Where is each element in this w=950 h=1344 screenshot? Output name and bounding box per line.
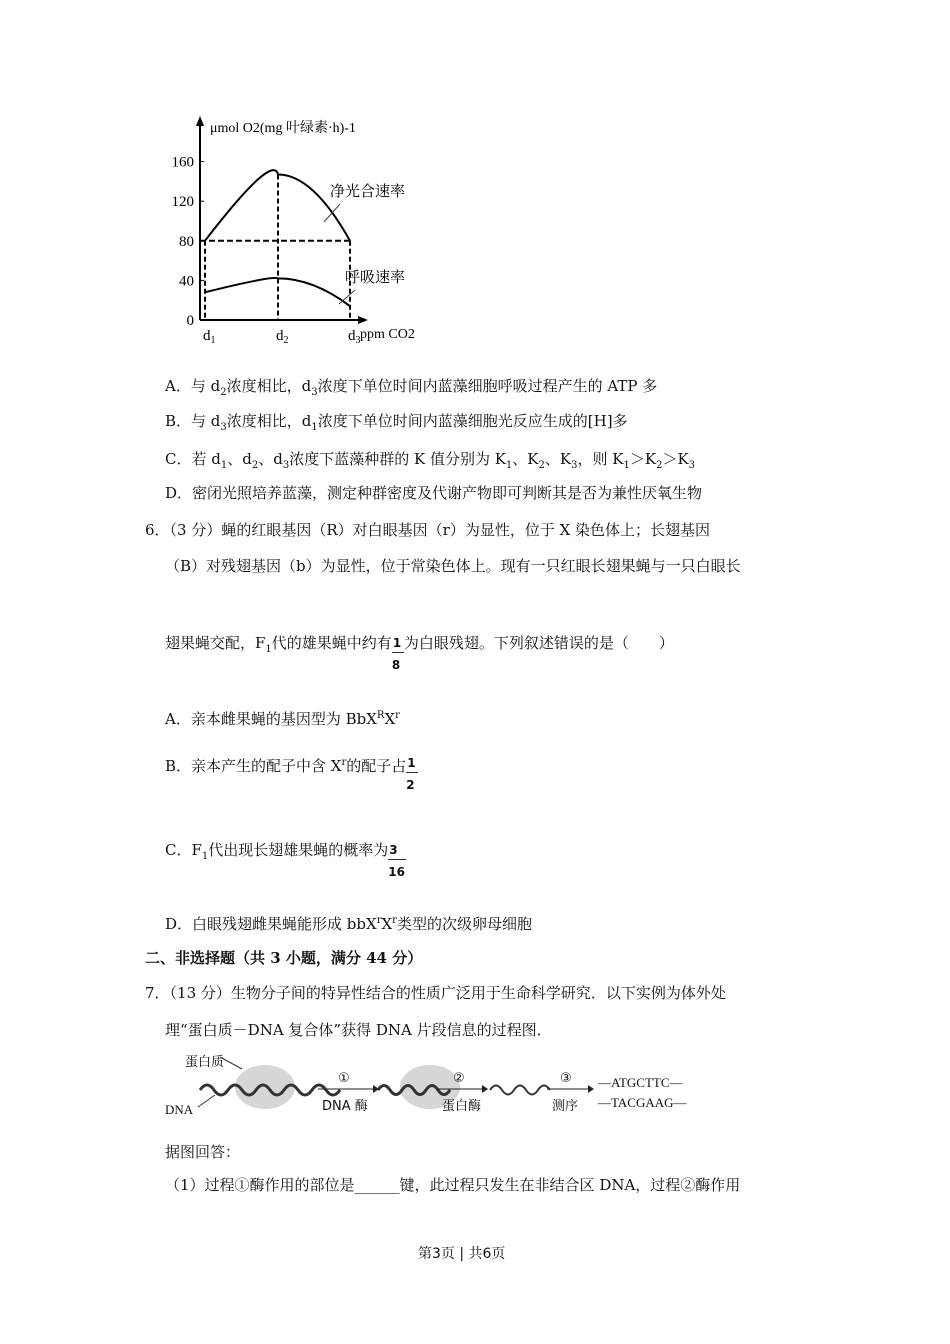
subscript: 1 xyxy=(623,460,630,471)
q7-stem-1: 7．（13 分）生物分子间的特异性结合的性质广泛用于生命科学研究．以下实例为体外处 xyxy=(145,984,726,1002)
subscript: 2 xyxy=(656,460,663,471)
text-run: ，则 K xyxy=(577,450,624,468)
step-2-enzyme: 蛋白酶 xyxy=(442,1099,482,1114)
series-label-0: 净光合速率 xyxy=(330,184,406,200)
step-2: ② xyxy=(453,1071,465,1086)
text-run: ＞K xyxy=(662,450,689,468)
y-tick-label: 80 xyxy=(179,233,194,250)
series-line-0 xyxy=(205,170,350,241)
q6-option-c: C．$F_1$代出现长翅雄果蝇的概率为 $\frac{3}{16}$ xyxy=(165,841,405,879)
text-run: 浓度下蓝藻种群的 K 值分别为 K xyxy=(289,450,506,468)
dna-label: DNA xyxy=(165,1102,194,1117)
protein-label: 蛋白质 xyxy=(185,1055,225,1070)
fraction: $\frac{1}{8}$ xyxy=(392,633,404,653)
subscript: 1 xyxy=(505,460,513,471)
fraction: $\frac{3}{16}$ xyxy=(388,843,405,879)
section-heading: 二、非选择题（共 3 小题，满分 44 分） xyxy=(145,949,423,967)
x-axis-arrow xyxy=(358,316,368,324)
q6-option-d: D．白眼残翅雌果蝇能形成 $bbX^rX^r$类型的次级卵母细胞 xyxy=(165,915,532,933)
q7-part-1: （1）过程①酶作用的部位是______键，此过程只发生在非结合区 DNA，过程②酶作用 xyxy=(165,1176,741,1194)
q6-stem-1: 6．（3 分）蝇的红眼基因（R）对白眼基因（r）为显性，位于 X 染色体上；长翅基因 xyxy=(145,521,711,539)
text-run: ＞K xyxy=(629,450,657,468)
step-1-enzyme: DNA 酶 xyxy=(322,1099,368,1114)
subscript: 3 xyxy=(282,460,290,471)
text-run: 、d xyxy=(227,450,252,468)
subscript: 2 xyxy=(251,460,259,471)
q7-stem-2: 理“蛋白质－DNA 复合体”获得 DNA 片段信息的过程图． xyxy=(165,1021,552,1039)
y-tick-label: 160 xyxy=(171,154,194,171)
series-label-1: 呼吸速率 xyxy=(345,270,406,286)
y-tick-label: 0 xyxy=(186,313,194,329)
x-tick-label: $d_2$ xyxy=(276,328,289,346)
step-3: ③ xyxy=(560,1071,572,1086)
process-diagram xyxy=(160,1045,800,1120)
q6-option-a: A．亲本雌果蝇的基因型为 $BbX^RX^r$ xyxy=(165,710,400,728)
subscript: 1 xyxy=(220,460,228,471)
q5-option-d: D．密闭光照培养蓝藻，测定种群密度及代谢产物即可判断其是否为兼性厌氧生物 xyxy=(165,484,703,502)
q6-stem-3: 翅果蝇交配，$F_1$代的雄果蝇中约有 $\frac{1}{8}$ 为白眼残翅。下列叙述错误的是（ ） xyxy=(165,634,674,672)
x-tick-label: $d_3$ xyxy=(348,328,361,346)
series-pointer-1 xyxy=(339,290,355,304)
fraction: $\frac{1}{2}$ xyxy=(406,753,418,773)
x-axis-label: ppm CO2 xyxy=(360,327,415,342)
y-tick-label: 120 xyxy=(171,194,194,211)
q5-option-a: A．与 $d_2$浓度相比，$d_3$浓度下单位时间内蓝藻细胞呼吸过程产生的 ATP 多 xyxy=(165,377,658,398)
step-1: ① xyxy=(338,1071,350,1086)
q5-option-c xyxy=(165,449,695,476)
x-tick-label: $d_1$ xyxy=(203,328,216,346)
subscript: 2 xyxy=(538,460,545,471)
q5-option-b: B．与 $d_3$浓度相比，$d_1$浓度下单位时间内蓝藻细胞光反应生成的[H]多 xyxy=(165,412,628,433)
q7-prompt: 据图回答： xyxy=(165,1143,241,1161)
step-3-label: 测序 xyxy=(552,1099,579,1114)
sequence-top: —ATGCTTC— xyxy=(598,1075,683,1090)
q6-option-b: B．亲本产生的配子中含 $X^r$的配子占 $\frac{1}{2}$ xyxy=(165,753,418,776)
text-run: C．若 d xyxy=(165,450,221,468)
sequence-bottom: —TACGAAG— xyxy=(598,1095,687,1110)
subscript: 3 xyxy=(688,460,696,471)
subscript: 3 xyxy=(571,460,578,471)
page-footer: 第3页 | 共6页 xyxy=(418,1246,506,1262)
y-tick-label: 40 xyxy=(179,273,194,290)
text-run: 、K xyxy=(512,450,539,468)
y-axis-label: μmol O2(mg 叶绿素·h)-1 xyxy=(210,121,356,136)
y-axis-arrow xyxy=(196,116,204,126)
q6-stem-2: （B）对残翅基因（b）为显性，位于常染色体上。现有一只红眼长翅果蝇与一只白眼长 xyxy=(165,557,741,575)
text-run: 、d xyxy=(258,450,283,468)
rate-chart xyxy=(160,110,450,350)
text-run: 、K xyxy=(544,450,572,468)
